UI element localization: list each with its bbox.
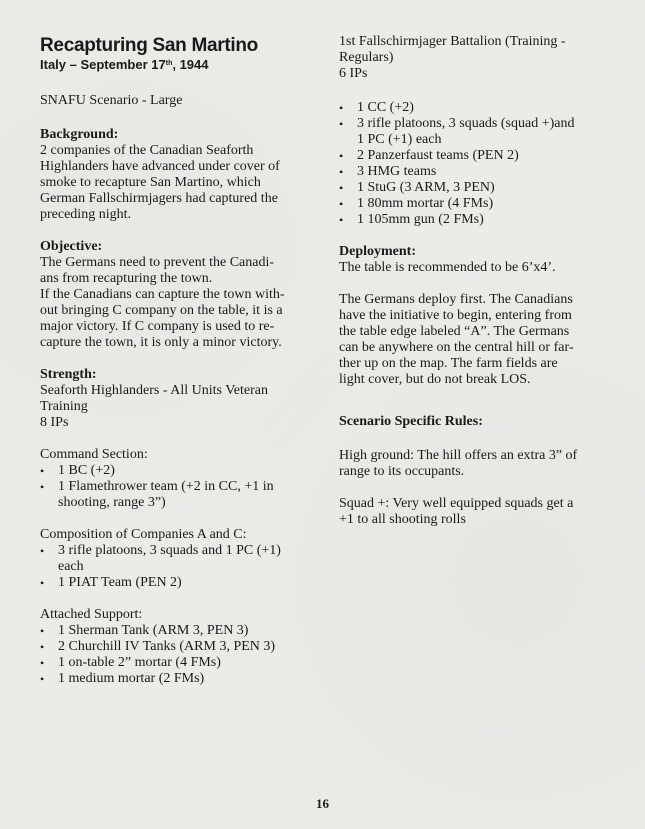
strength-heading: Strength: bbox=[40, 367, 97, 382]
objective-line: capture the town, it is only a minor victory. bbox=[40, 335, 282, 350]
companies-label: Composition of Companies A and C: bbox=[40, 527, 247, 542]
deployment-line: the table edge labeled “A”. The Germans bbox=[339, 324, 570, 339]
deployment-line: light cover, but do not break LOS. bbox=[339, 372, 531, 387]
list-item: • 1 StuG (3 ARM, 3 PEN) bbox=[339, 180, 607, 196]
attached-support-label: Attached Support: bbox=[40, 607, 143, 622]
list-item: • 1 CC (+2) bbox=[339, 100, 607, 116]
left-column bbox=[40, 34, 308, 687]
rule-line: range to its occupants. bbox=[339, 464, 465, 479]
rule-line: +1 to all shooting rolls bbox=[339, 512, 466, 527]
deployment-line: ther up on the map. The farm fields are bbox=[339, 356, 558, 371]
strength-line: 8 IPs bbox=[40, 415, 69, 430]
background-line: Highlanders have advanced under cover of bbox=[40, 159, 280, 174]
background-section bbox=[40, 127, 308, 223]
rule-line: Squad +: Very well equipped squads get a bbox=[339, 496, 574, 511]
background-line: 2 companies of the Canadian Seaforth bbox=[40, 143, 254, 158]
page-number: 16 bbox=[316, 796, 329, 811]
list-item: • 3 rifle platoons, 3 squads and 1 PC (+1) each bbox=[40, 543, 308, 575]
page-title: Recapturing San Martino bbox=[40, 35, 258, 56]
background-line: smoke to recapture San Martino, which bbox=[40, 175, 261, 190]
objective-line: out bringing C company on the table, it is a bbox=[40, 303, 283, 318]
background-line: German Fallschirmjagers had captured the bbox=[40, 191, 278, 206]
special-rules-heading: Scenario Specific Rules: bbox=[339, 414, 483, 429]
objective-line: The Germans need to prevent the Canadi- bbox=[40, 255, 275, 270]
list-item: • 1 PIAT Team (PEN 2) bbox=[40, 575, 308, 591]
strength-line: Training bbox=[40, 399, 88, 414]
attached-support-list bbox=[40, 623, 308, 687]
german-force-section bbox=[339, 34, 607, 228]
strength-section bbox=[40, 367, 308, 431]
list-item: • 3 rifle platoons, 3 squads (squad +)and 1 PC (+1) each bbox=[339, 116, 607, 148]
list-item: • 1 on-table 2” mortar (4 FMs) bbox=[40, 655, 308, 671]
date-text: Italy – September 17 bbox=[40, 57, 166, 72]
objective-line: major victory. If C company is used to re- bbox=[40, 319, 275, 334]
list-item: • 1 medium mortar (2 FMs) bbox=[40, 671, 308, 687]
list-item: • 3 HMG teams bbox=[339, 164, 607, 180]
scenario-date bbox=[40, 57, 308, 73]
german-force-line: 1st Fallschirmjager Battalion (Training - bbox=[339, 34, 566, 49]
deployment-heading: Deployment: bbox=[339, 244, 416, 259]
objective-heading: Objective: bbox=[40, 239, 103, 254]
objective-section bbox=[40, 239, 308, 351]
list-item: • 1 Flamethrower team (+2 in CC, +1 in shooting, range 3”) bbox=[40, 479, 308, 511]
rule-line: High ground: The hill offers an extra 3” of bbox=[339, 448, 578, 463]
list-item: • 2 Churchill IV Tanks (ARM 3, PEN 3) bbox=[40, 639, 308, 655]
list-item: • 2 Panzerfaust teams (PEN 2) bbox=[339, 148, 607, 164]
right-column bbox=[339, 34, 607, 528]
background-heading: Background: bbox=[40, 127, 119, 142]
deployment-line: The Germans deploy first. The Canadians bbox=[339, 292, 573, 307]
list-item: • 1 BC (+2) bbox=[40, 463, 308, 479]
scenario-type: SNAFU Scenario - Large bbox=[40, 93, 183, 108]
german-force-line: 6 IPs bbox=[339, 66, 368, 81]
german-force-list bbox=[339, 100, 607, 228]
attached-support-section bbox=[40, 607, 308, 687]
background-line: preceding night. bbox=[40, 207, 131, 222]
command-section bbox=[40, 447, 308, 511]
deployment-line: have the initiative to begin, entering from bbox=[339, 308, 572, 323]
date-year: , 1944 bbox=[172, 57, 209, 72]
deployment-section bbox=[339, 244, 607, 388]
special-rules-section bbox=[339, 414, 607, 528]
date-ordinal: th bbox=[165, 60, 173, 67]
command-section-list bbox=[40, 463, 308, 511]
german-force-line: Regulars) bbox=[339, 50, 394, 65]
companies-section bbox=[40, 527, 308, 591]
deployment-intro: The table is recommended to be 6’x4’. bbox=[339, 260, 556, 275]
objective-line: If the Canadians can capture the town with- bbox=[40, 287, 285, 302]
objective-line: ans from recapturing the town. bbox=[40, 271, 213, 286]
companies-list bbox=[40, 543, 308, 591]
list-item: • 1 105mm gun (2 FMs) bbox=[339, 212, 607, 228]
command-section-label: Command Section: bbox=[40, 447, 148, 462]
list-item: • 1 80mm mortar (4 FMs) bbox=[339, 196, 607, 212]
deployment-line: can be anywhere on the central hill or far- bbox=[339, 340, 574, 355]
list-item: • 1 Sherman Tank (ARM 3, PEN 3) bbox=[40, 623, 308, 639]
strength-line: Seaforth Highlanders - All Units Veteran bbox=[40, 383, 268, 398]
